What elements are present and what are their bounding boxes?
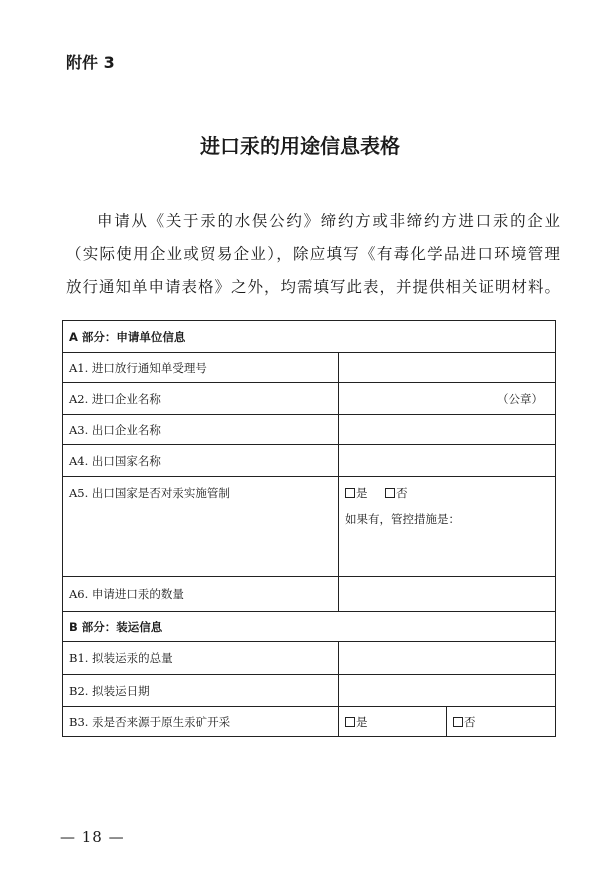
form-row-b1 <box>63 642 556 675</box>
checkbox-icon[interactable] <box>385 488 395 498</box>
intro-paragraph <box>66 205 560 304</box>
intro-line: 申请从《关于汞的水俣公约》缔约方或非缔约方进口汞的企业 <box>97 212 560 230</box>
usage-info-form <box>62 320 556 737</box>
field-value-a3[interactable] <box>339 415 556 445</box>
field-label-a4: A4. 出口国家名称 <box>63 445 339 477</box>
intro-line: （实际使用企业或贸易企业），除应填写《有毒化学品进口环境管理 <box>66 245 560 263</box>
control-measures-label: 如果有，管控措施是： <box>345 512 460 526</box>
field-value-a1[interactable] <box>339 353 556 383</box>
form-row-a4 <box>63 445 556 477</box>
form-row-a1 <box>63 353 556 383</box>
a5-yes-label: 是 <box>356 486 368 500</box>
attachment-label: 附件 3 <box>66 53 115 72</box>
field-label-a6: A6. 申请进口汞的数量 <box>63 577 339 612</box>
form-row-b3 <box>63 707 556 737</box>
form-row-b2 <box>63 675 556 707</box>
intro-line: 放行通知单申请表格》之外，均需填写此表，并提供相关证明材料。 <box>66 278 560 296</box>
form-row-a2 <box>63 383 556 415</box>
official-seal-note: （公章） <box>497 391 544 406</box>
page-number: — 18 — <box>60 828 125 846</box>
b3-yes-label: 是 <box>356 714 368 729</box>
field-label-a2: A2. 进口企业名称 <box>63 383 339 415</box>
a5-no-label: 否 <box>396 486 408 500</box>
field-label-a3: A3. 出口企业名称 <box>63 415 339 445</box>
section-a-header: A 部分：申请单位信息 <box>63 321 556 353</box>
field-label-a5: A5. 出口国家是否对汞实施管制 <box>63 477 339 577</box>
b3-yes-option[interactable] <box>339 707 447 737</box>
field-label-a1: A1. 进口放行通知单受理号 <box>63 353 339 383</box>
field-value-b2[interactable] <box>339 675 556 707</box>
section-a-row <box>63 321 556 353</box>
b3-no-label: 否 <box>464 714 476 729</box>
b3-no-option[interactable] <box>447 707 556 737</box>
field-value-a5 <box>339 477 556 577</box>
checkbox-icon[interactable] <box>345 488 355 498</box>
section-b-row <box>63 612 556 642</box>
section-b-header: B 部分：装运信息 <box>63 612 556 642</box>
field-value-a4[interactable] <box>339 445 556 477</box>
field-label-b2: B2. 拟装运日期 <box>63 675 339 707</box>
form-row-a3 <box>63 415 556 445</box>
field-value-a6[interactable] <box>339 577 556 612</box>
field-label-b3: B3. 汞是否来源于原生汞矿开采 <box>63 707 339 737</box>
checkbox-icon[interactable] <box>345 717 355 727</box>
document-title: 进口汞的用途信息表格 <box>200 134 400 158</box>
a5-options <box>345 485 549 501</box>
checkbox-icon[interactable] <box>453 717 463 727</box>
a5-yes-option[interactable] <box>345 486 368 500</box>
form-row-a5 <box>63 477 556 577</box>
field-label-b1: B1. 拟装运汞的总量 <box>63 642 339 675</box>
a5-no-option[interactable] <box>385 486 408 500</box>
form-row-a6 <box>63 577 556 612</box>
field-value-a2[interactable] <box>339 383 556 415</box>
field-value-b1[interactable] <box>339 642 556 675</box>
